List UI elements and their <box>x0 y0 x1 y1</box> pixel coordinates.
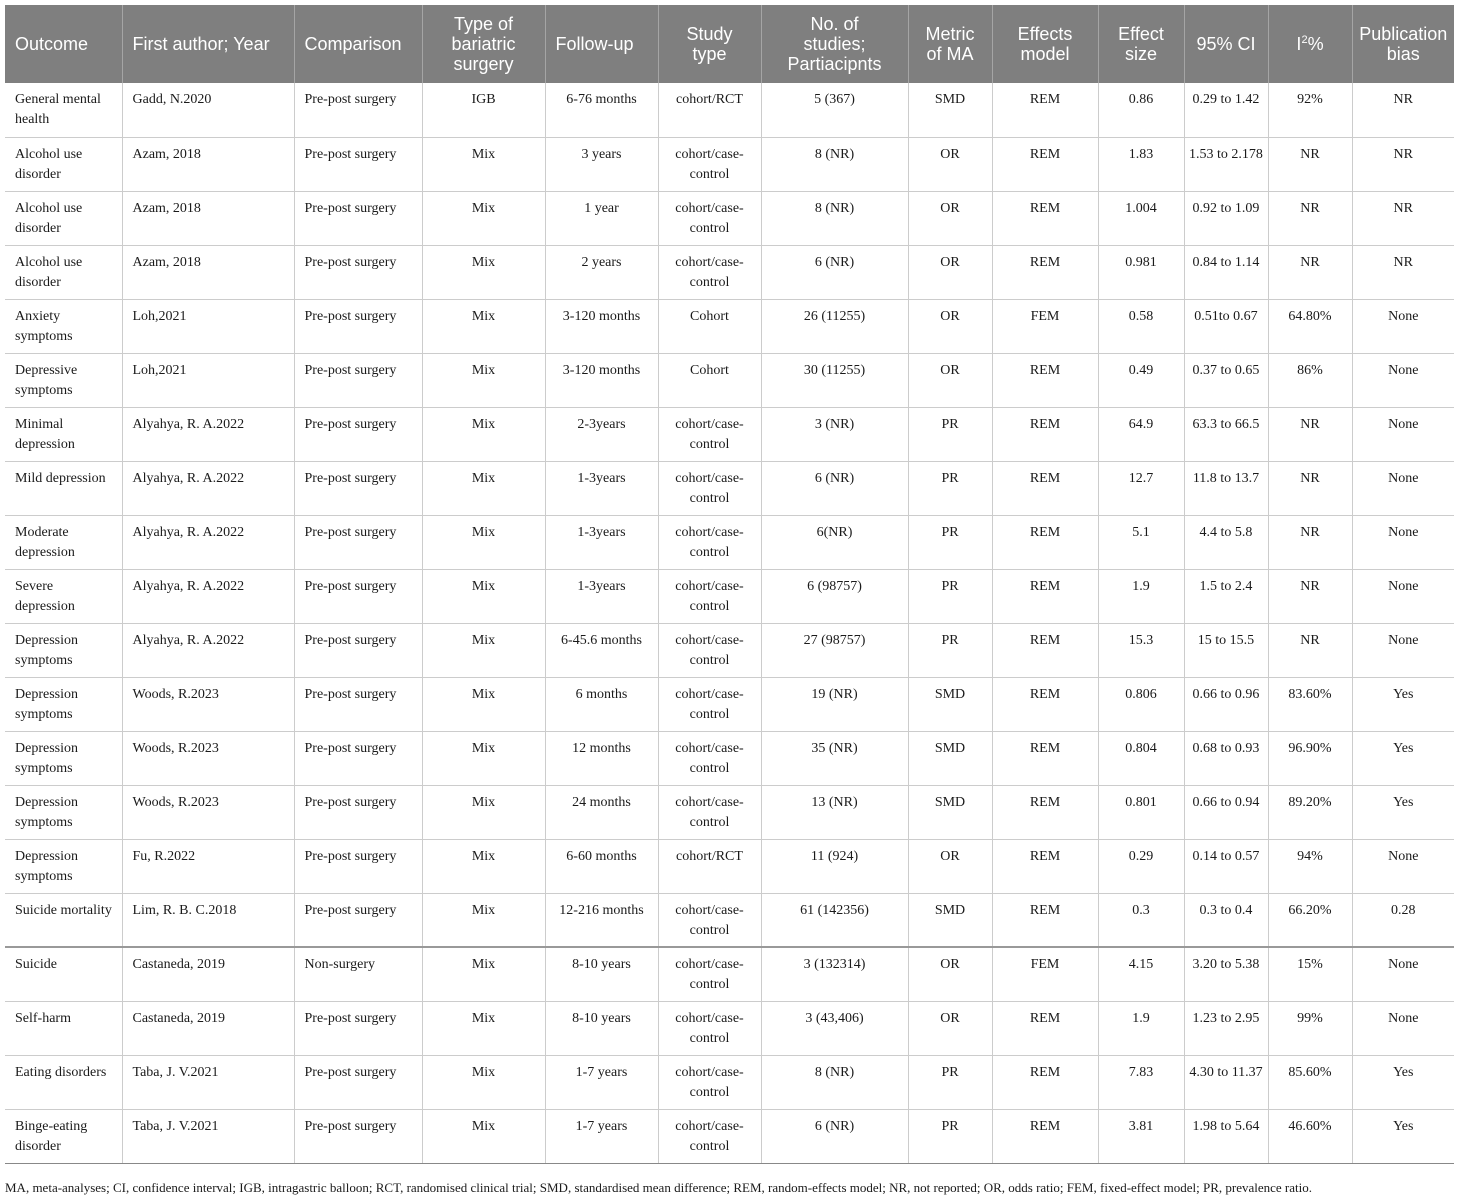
cell-outcome: Minimal depression <box>5 407 122 461</box>
cell-effects-model: FEM <box>992 947 1098 1001</box>
cell-surgery-type: Mix <box>422 1109 545 1163</box>
cell-n-studies: 3 (132314) <box>761 947 908 1001</box>
cell-comparison: Pre-post surgery <box>294 839 422 893</box>
cell-metric: OR <box>908 137 992 191</box>
cell-ci: 0.84 to 1.14 <box>1184 245 1268 299</box>
cell-i2: NR <box>1268 515 1352 569</box>
cell-effect-size: 15.3 <box>1098 623 1184 677</box>
cell-study-type: cohort/case-control <box>658 947 761 1001</box>
cell-n-studies: 8 (NR) <box>761 137 908 191</box>
cell-surgery-type: Mix <box>422 1001 545 1055</box>
cell-i2: 96.90% <box>1268 731 1352 785</box>
cell-outcome: Depression symptoms <box>5 839 122 893</box>
cell-i2: NR <box>1268 245 1352 299</box>
cell-metric: OR <box>908 191 992 245</box>
cell-i2: 64.80% <box>1268 299 1352 353</box>
cell-comparison: Pre-post surgery <box>294 623 422 677</box>
header-n-studies: No. of studies; Partiacipnts <box>761 5 908 83</box>
cell-study-type: cohort/case-control <box>658 623 761 677</box>
cell-metric: PR <box>908 1055 992 1109</box>
cell-outcome: Alcohol use disorder <box>5 191 122 245</box>
cell-i2: 15% <box>1268 947 1352 1001</box>
table-row <box>5 893 1454 947</box>
cell-n-studies: 8 (NR) <box>761 1055 908 1109</box>
cell-effects-model: REM <box>992 353 1098 407</box>
cell-outcome: Anxiety symptoms <box>5 299 122 353</box>
cell-outcome: Mild depression <box>5 461 122 515</box>
cell-outcome: Depression symptoms <box>5 623 122 677</box>
cell-comparison: Pre-post surgery <box>294 353 422 407</box>
cell-surgery-type: Mix <box>422 191 545 245</box>
cell-effects-model: REM <box>992 677 1098 731</box>
cell-followup: 3-120 months <box>545 299 658 353</box>
cell-study-type: cohort/case-control <box>658 461 761 515</box>
cell-comparison: Pre-post surgery <box>294 515 422 569</box>
cell-ci: 0.66 to 0.94 <box>1184 785 1268 839</box>
cell-surgery-type: Mix <box>422 353 545 407</box>
cell-study-type: Cohort <box>658 299 761 353</box>
cell-followup: 1-3years <box>545 461 658 515</box>
cell-followup: 24 months <box>545 785 658 839</box>
cell-effect-size: 5.1 <box>1098 515 1184 569</box>
cell-effect-size: 1.83 <box>1098 137 1184 191</box>
cell-metric: OR <box>908 353 992 407</box>
cell-comparison: Pre-post surgery <box>294 83 422 137</box>
cell-study-type: cohort/RCT <box>658 839 761 893</box>
cell-study-type: cohort/case-control <box>658 407 761 461</box>
cell-outcome: Severe depression <box>5 569 122 623</box>
cell-i2: 86% <box>1268 353 1352 407</box>
cell-followup: 1-7 years <box>545 1055 658 1109</box>
cell-followup: 6-45.6 months <box>545 623 658 677</box>
cell-outcome: Self-harm <box>5 1001 122 1055</box>
cell-comparison: Pre-post surgery <box>294 677 422 731</box>
cell-comparison: Pre-post surgery <box>294 137 422 191</box>
cell-ci: 1.5 to 2.4 <box>1184 569 1268 623</box>
cell-n-studies: 3 (43,406) <box>761 1001 908 1055</box>
cell-ci: 0.3 to 0.4 <box>1184 893 1268 947</box>
cell-effects-model: REM <box>992 137 1098 191</box>
table-row <box>5 623 1454 677</box>
table-row <box>5 1001 1454 1055</box>
cell-followup: 8-10 years <box>545 1001 658 1055</box>
cell-outcome: Suicide <box>5 947 122 1001</box>
cell-author: Taba, J. V.2021 <box>122 1109 294 1163</box>
cell-n-studies: 6 (NR) <box>761 1109 908 1163</box>
cell-publication-bias: None <box>1352 299 1454 353</box>
cell-study-type: cohort/case-control <box>658 1109 761 1163</box>
cell-metric: SMD <box>908 677 992 731</box>
cell-author: Woods, R.2023 <box>122 677 294 731</box>
cell-outcome: Alcohol use disorder <box>5 245 122 299</box>
cell-effects-model: REM <box>992 1109 1098 1163</box>
cell-followup: 6-76 months <box>545 83 658 137</box>
cell-author: Woods, R.2023 <box>122 785 294 839</box>
cell-publication-bias: None <box>1352 407 1454 461</box>
cell-effects-model: REM <box>992 191 1098 245</box>
cell-author: Alyahya, R. A.2022 <box>122 407 294 461</box>
cell-metric: PR <box>908 623 992 677</box>
cell-followup: 12 months <box>545 731 658 785</box>
cell-author: Loh,2021 <box>122 353 294 407</box>
cell-publication-bias: None <box>1352 461 1454 515</box>
cell-outcome: Suicide mortality <box>5 893 122 947</box>
cell-author: Taba, J. V.2021 <box>122 1055 294 1109</box>
cell-surgery-type: Mix <box>422 137 545 191</box>
table-body <box>5 83 1454 1163</box>
cell-publication-bias: Yes <box>1352 785 1454 839</box>
cell-followup: 3 years <box>545 137 658 191</box>
cell-i2: 92% <box>1268 83 1352 137</box>
table-row <box>5 731 1454 785</box>
cell-surgery-type: Mix <box>422 785 545 839</box>
cell-ci: 15 to 15.5 <box>1184 623 1268 677</box>
cell-i2: 99% <box>1268 1001 1352 1055</box>
cell-effect-size: 64.9 <box>1098 407 1184 461</box>
cell-followup: 6-60 months <box>545 839 658 893</box>
cell-followup: 2-3years <box>545 407 658 461</box>
cell-outcome: Depression symptoms <box>5 785 122 839</box>
cell-publication-bias: None <box>1352 353 1454 407</box>
cell-i2: 66.20% <box>1268 893 1352 947</box>
cell-i2: 85.60% <box>1268 1055 1352 1109</box>
cell-author: Alyahya, R. A.2022 <box>122 569 294 623</box>
cell-surgery-type: Mix <box>422 839 545 893</box>
cell-publication-bias: None <box>1352 569 1454 623</box>
cell-effect-size: 0.806 <box>1098 677 1184 731</box>
cell-author: Alyahya, R. A.2022 <box>122 461 294 515</box>
header-outcome: Outcome <box>5 5 122 83</box>
cell-publication-bias: NR <box>1352 191 1454 245</box>
cell-surgery-type: Mix <box>422 569 545 623</box>
cell-study-type: cohort/case-control <box>658 515 761 569</box>
header-author: First author; Year <box>122 5 294 83</box>
cell-author: Azam, 2018 <box>122 191 294 245</box>
cell-ci: 1.53 to 2.178 <box>1184 137 1268 191</box>
header-study-type: Study type <box>658 5 761 83</box>
cell-outcome: Moderate depression <box>5 515 122 569</box>
cell-metric: OR <box>908 299 992 353</box>
header-i2: $I^2\%$ <box>1268 5 1352 83</box>
cell-study-type: cohort/case-control <box>658 893 761 947</box>
cell-ci: 4.30 to 11.37 <box>1184 1055 1268 1109</box>
table-row <box>5 299 1454 353</box>
cell-effects-model: REM <box>992 893 1098 947</box>
cell-effects-model: REM <box>992 245 1098 299</box>
cell-publication-bias: None <box>1352 515 1454 569</box>
table-row <box>5 515 1454 569</box>
cell-metric: OR <box>908 1001 992 1055</box>
cell-i2: 94% <box>1268 839 1352 893</box>
table-row <box>5 83 1454 137</box>
cell-surgery-type: Mix <box>422 1055 545 1109</box>
cell-n-studies: 11 (924) <box>761 839 908 893</box>
cell-comparison: Pre-post surgery <box>294 731 422 785</box>
cell-followup: 6 months <box>545 677 658 731</box>
cell-n-studies: 19 (NR) <box>761 677 908 731</box>
cell-author: Castaneda, 2019 <box>122 1001 294 1055</box>
cell-surgery-type: Mix <box>422 623 545 677</box>
table-row <box>5 1109 1454 1163</box>
cell-effects-model: REM <box>992 1055 1098 1109</box>
cell-n-studies: 8 (NR) <box>761 191 908 245</box>
cell-author: Alyahya, R. A.2022 <box>122 515 294 569</box>
cell-effects-model: REM <box>992 731 1098 785</box>
header-effects-model: Effects model <box>992 5 1098 83</box>
cell-study-type: cohort/case-control <box>658 137 761 191</box>
cell-outcome: General mental health <box>5 83 122 137</box>
cell-comparison: Pre-post surgery <box>294 1001 422 1055</box>
cell-comparison: Pre-post surgery <box>294 245 422 299</box>
cell-metric: SMD <box>908 785 992 839</box>
cell-comparison: Pre-post surgery <box>294 785 422 839</box>
cell-effect-size: 7.83 <box>1098 1055 1184 1109</box>
cell-surgery-type: Mix <box>422 407 545 461</box>
cell-comparison: Non-surgery <box>294 947 422 1001</box>
cell-publication-bias: Yes <box>1352 1055 1454 1109</box>
cell-metric: PR <box>908 1109 992 1163</box>
cell-publication-bias: Yes <box>1352 1109 1454 1163</box>
cell-effects-model: REM <box>992 83 1098 137</box>
cell-study-type: cohort/case-control <box>658 677 761 731</box>
cell-effect-size: 0.3 <box>1098 893 1184 947</box>
cell-metric: PR <box>908 461 992 515</box>
cell-i2: NR <box>1268 407 1352 461</box>
cell-author: Fu, R.2022 <box>122 839 294 893</box>
cell-followup: 1-3years <box>545 515 658 569</box>
cell-n-studies: 6 (NR) <box>761 245 908 299</box>
cell-effect-size: 3.81 <box>1098 1109 1184 1163</box>
header-comparison: Comparison <box>294 5 422 83</box>
cell-effect-size: 0.49 <box>1098 353 1184 407</box>
cell-effects-model: REM <box>992 785 1098 839</box>
cell-comparison: Pre-post surgery <box>294 191 422 245</box>
cell-ci: 4.4 to 5.8 <box>1184 515 1268 569</box>
header-metric: Metric of MA <box>908 5 992 83</box>
cell-followup: 8-10 years <box>545 947 658 1001</box>
cell-author: Woods, R.2023 <box>122 731 294 785</box>
table-row <box>5 569 1454 623</box>
cell-ci: 0.37 to 0.65 <box>1184 353 1268 407</box>
cell-effects-model: REM <box>992 461 1098 515</box>
cell-ci: 63.3 to 66.5 <box>1184 407 1268 461</box>
cell-n-studies: 6 (98757) <box>761 569 908 623</box>
cell-effects-model: REM <box>992 623 1098 677</box>
cell-n-studies: 26 (11255) <box>761 299 908 353</box>
cell-outcome: Alcohol use disorder <box>5 137 122 191</box>
cell-ci: 3.20 to 5.38 <box>1184 947 1268 1001</box>
cell-publication-bias: None <box>1352 623 1454 677</box>
cell-followup: 1-7 years <box>545 1109 658 1163</box>
cell-surgery-type: Mix <box>422 731 545 785</box>
cell-effect-size: 4.15 <box>1098 947 1184 1001</box>
cell-effects-model: REM <box>992 515 1098 569</box>
table-row <box>5 191 1454 245</box>
cell-surgery-type: Mix <box>422 245 545 299</box>
cell-followup: 1 year <box>545 191 658 245</box>
cell-study-type: cohort/case-control <box>658 245 761 299</box>
cell-effect-size: 0.29 <box>1098 839 1184 893</box>
cell-surgery-type: Mix <box>422 947 545 1001</box>
cell-i2: 89.20% <box>1268 785 1352 839</box>
cell-comparison: Pre-post surgery <box>294 1055 422 1109</box>
table-row <box>5 1055 1454 1109</box>
cell-publication-bias: None <box>1352 1001 1454 1055</box>
cell-ci: 0.66 to 0.96 <box>1184 677 1268 731</box>
cell-author: Loh,2021 <box>122 299 294 353</box>
meta-analysis-table <box>5 5 1454 1164</box>
cell-metric: OR <box>908 245 992 299</box>
cell-metric: SMD <box>908 83 992 137</box>
header-effect-size: Effect size <box>1098 5 1184 83</box>
cell-effect-size: 0.801 <box>1098 785 1184 839</box>
table-row <box>5 353 1454 407</box>
cell-n-studies: 61 (142356) <box>761 893 908 947</box>
cell-publication-bias: Yes <box>1352 677 1454 731</box>
cell-author: Alyahya, R. A.2022 <box>122 623 294 677</box>
cell-ci: 0.51to 0.67 <box>1184 299 1268 353</box>
table-header-row <box>5 5 1454 83</box>
cell-study-type: Cohort <box>658 353 761 407</box>
cell-author: Azam, 2018 <box>122 245 294 299</box>
cell-comparison: Pre-post surgery <box>294 569 422 623</box>
cell-study-type: cohort/case-control <box>658 1001 761 1055</box>
cell-followup: 1-3years <box>545 569 658 623</box>
cell-n-studies: 13 (NR) <box>761 785 908 839</box>
cell-surgery-type: Mix <box>422 893 545 947</box>
header-surgery-type: Type of bariatric surgery <box>422 5 545 83</box>
cell-effects-model: REM <box>992 569 1098 623</box>
cell-author: Azam, 2018 <box>122 137 294 191</box>
cell-comparison: Pre-post surgery <box>294 407 422 461</box>
cell-surgery-type: IGB <box>422 83 545 137</box>
cell-effects-model: FEM <box>992 299 1098 353</box>
cell-effect-size: 0.86 <box>1098 83 1184 137</box>
cell-effect-size: 1.9 <box>1098 569 1184 623</box>
cell-metric: OR <box>908 947 992 1001</box>
cell-study-type: cohort/RCT <box>658 83 761 137</box>
cell-n-studies: 30 (11255) <box>761 353 908 407</box>
table-row <box>5 677 1454 731</box>
header-ci: 95% CI <box>1184 5 1268 83</box>
table-row <box>5 785 1454 839</box>
cell-outcome: Depressive symptoms <box>5 353 122 407</box>
cell-effect-size: 0.58 <box>1098 299 1184 353</box>
cell-study-type: cohort/case-control <box>658 785 761 839</box>
cell-effects-model: REM <box>992 1001 1098 1055</box>
cell-ci: 0.29 to 1.42 <box>1184 83 1268 137</box>
cell-publication-bias: None <box>1352 947 1454 1001</box>
cell-ci: 11.8 to 13.7 <box>1184 461 1268 515</box>
cell-effect-size: 1.004 <box>1098 191 1184 245</box>
table-row <box>5 947 1454 1001</box>
cell-metric: PR <box>908 569 992 623</box>
cell-author: Gadd, N.2020 <box>122 83 294 137</box>
table-footnote: MA, meta-analyses; CI, confidence interval; IGB, intragastric balloon; RCT, randomised clinical trial; SMD, standardised mean difference; REM, random-effects model; NR, not reported; OR, odds ratio; FEM, fixed-effect model; PR, prevalence ratio. <box>5 1180 1312 1195</box>
cell-study-type: cohort/case-control <box>658 1055 761 1109</box>
cell-i2: 83.60% <box>1268 677 1352 731</box>
cell-ci: 0.92 to 1.09 <box>1184 191 1268 245</box>
cell-publication-bias: None <box>1352 839 1454 893</box>
cell-ci: 1.98 to 5.64 <box>1184 1109 1268 1163</box>
cell-outcome: Binge-eating disorder <box>5 1109 122 1163</box>
cell-n-studies: 35 (NR) <box>761 731 908 785</box>
cell-publication-bias: Yes <box>1352 731 1454 785</box>
cell-comparison: Pre-post surgery <box>294 1109 422 1163</box>
table-row <box>5 839 1454 893</box>
cell-outcome: Depression symptoms <box>5 731 122 785</box>
cell-author: Lim, R. B. C.2018 <box>122 893 294 947</box>
cell-n-studies: 27 (98757) <box>761 623 908 677</box>
table-row <box>5 137 1454 191</box>
table-row <box>5 407 1454 461</box>
cell-surgery-type: Mix <box>422 461 545 515</box>
cell-effect-size: 0.804 <box>1098 731 1184 785</box>
cell-n-studies: 3 (NR) <box>761 407 908 461</box>
cell-outcome: Eating disorders <box>5 1055 122 1109</box>
cell-followup: 12-216 months <box>545 893 658 947</box>
cell-publication-bias: 0.28 <box>1352 893 1454 947</box>
cell-effects-model: REM <box>992 839 1098 893</box>
cell-surgery-type: Mix <box>422 515 545 569</box>
cell-metric: SMD <box>908 893 992 947</box>
cell-publication-bias: NR <box>1352 137 1454 191</box>
cell-n-studies: 5 (367) <box>761 83 908 137</box>
cell-ci: 1.23 to 2.95 <box>1184 1001 1268 1055</box>
cell-metric: OR <box>908 839 992 893</box>
cell-i2: NR <box>1268 461 1352 515</box>
cell-i2: NR <box>1268 623 1352 677</box>
cell-effect-size: 12.7 <box>1098 461 1184 515</box>
cell-followup: 3-120 months <box>545 353 658 407</box>
cell-study-type: cohort/case-control <box>658 569 761 623</box>
cell-effect-size: 0.981 <box>1098 245 1184 299</box>
cell-outcome: Depression symptoms <box>5 677 122 731</box>
cell-comparison: Pre-post surgery <box>294 893 422 947</box>
cell-study-type: cohort/case-control <box>658 191 761 245</box>
cell-effects-model: REM <box>992 407 1098 461</box>
cell-n-studies: 6 (NR) <box>761 461 908 515</box>
table-row <box>5 245 1454 299</box>
cell-ci: 0.14 to 0.57 <box>1184 839 1268 893</box>
cell-study-type: cohort/case-control <box>658 731 761 785</box>
cell-surgery-type: Mix <box>422 299 545 353</box>
cell-metric: PR <box>908 407 992 461</box>
cell-comparison: Pre-post surgery <box>294 299 422 353</box>
cell-i2: NR <box>1268 569 1352 623</box>
cell-publication-bias: NR <box>1393 92 1413 107</box>
cell-comparison: Pre-post surgery <box>294 461 422 515</box>
cell-metric: PR <box>908 515 992 569</box>
cell-i2: NR <box>1268 191 1352 245</box>
cell-n-studies: 6(NR) <box>761 515 908 569</box>
cell-effect-size: 1.9 <box>1098 1001 1184 1055</box>
header-followup: Follow-up <box>545 5 658 83</box>
cell-i2: 46.60% <box>1268 1109 1352 1163</box>
cell-surgery-type: Mix <box>422 677 545 731</box>
table-row <box>5 461 1454 515</box>
cell-ci: 0.68 to 0.93 <box>1184 731 1268 785</box>
cell-author: Castaneda, 2019 <box>122 947 294 1001</box>
cell-publication-bias: NR <box>1352 245 1454 299</box>
header-publication-bias: Publication bias <box>1352 5 1454 83</box>
cell-i2: NR <box>1268 137 1352 191</box>
cell-followup: 2 years <box>545 245 658 299</box>
cell-metric: SMD <box>908 731 992 785</box>
